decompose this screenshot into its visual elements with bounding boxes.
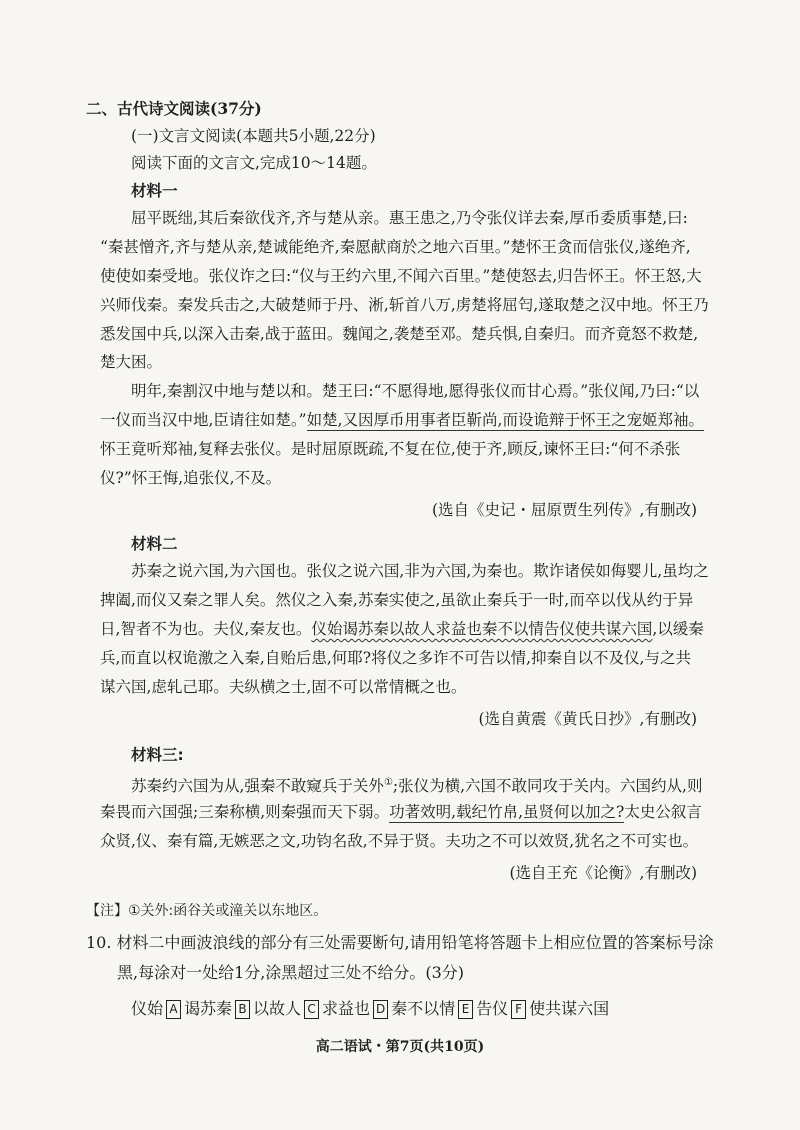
material-2-title: 材料二 <box>131 535 178 553</box>
text-segment: 谒苏秦 <box>184 999 233 1018</box>
question-10-line: 黑,每涂对一处给1分,涂黑超过三处不给分。(3分) <box>117 963 465 982</box>
text-segment: 以故人 <box>253 999 302 1018</box>
text-segment: 日,智者不为也。夫仪,秦友也。 <box>100 620 312 638</box>
text-segment: 太史公叙言 <box>624 803 702 821</box>
material-1-title: 材料一 <box>131 182 178 200</box>
text-segment: 告仪 <box>476 999 509 1018</box>
text-segment: 苏秦约六国为从,强秦不敢窥兵于关外 <box>131 777 384 795</box>
underlined-sentence: 功著效明,载纪竹帛,虽贤何以加之? <box>389 803 625 821</box>
material-1-line: 屈平既绌,其后秦欲伐齐,齐与楚从亲。惠王患之,乃令张仪详去秦,厚币委质事楚,曰: <box>131 209 688 227</box>
footnote: 【注】①关外:函谷关或潼关以东地区。 <box>86 903 328 919</box>
text-segment: ;张仪为横,六国不敢同攻于关内。六国约从,则 <box>392 777 703 795</box>
option-box-f[interactable]: F <box>511 1000 526 1019</box>
instruction: 阅读下面的文言文,完成10～14题。 <box>131 154 377 172</box>
material-3-title: 材料三: <box>131 746 184 764</box>
material-2-line <box>100 618 704 640</box>
footnote-marker: ① <box>383 777 393 788</box>
text-segment: 使共谋六国 <box>529 999 610 1018</box>
material-3-line <box>100 801 702 823</box>
material-3-source: (选自王充《论衡》,有删改) <box>509 864 697 882</box>
text-segment: 一仪而当汉中地,臣请往如楚。” <box>100 411 307 429</box>
material-1-line: 怀王竟听郑袖,复释去张仪。是时屈原既疏,不复在位,使于齐,顾反,谏怀王曰:“何不杀张 <box>100 440 681 458</box>
text-segment: 仪始 <box>131 999 164 1018</box>
material-3-line: 众贤,仪、秦有篇,无嫉恶之文,功钧名敌,不异于贤。夫功之不可以效贤,犹名之不可实也。 <box>100 832 699 850</box>
material-1-line: 兴师伐秦。秦发兵击之,大破楚师于丹、淅,斩首八万,虏楚将屈匄,遂取楚之汉中地。怀王乃 <box>100 296 709 314</box>
page-footer: 高二语试・第7页(共10页) <box>315 1039 485 1055</box>
material-2-line: 苏秦之说六国,为六国也。张仪之说六国,非为六国,为秦也。欺诈诸侯如侮婴儿,虽均之 <box>131 562 709 580</box>
material-1-line: 楚大困。 <box>100 353 163 371</box>
answer-option-row <box>131 998 609 1020</box>
option-box-c[interactable]: C <box>304 1000 319 1019</box>
material-1-line: 悉发国中兵,以深入击秦,战于蓝田。魏闻之,袭楚至邓。楚兵惧,自秦归。而齐竟怒不救楚, <box>100 325 699 343</box>
material-2-line: 捭阖,而仪又秦之罪人矣。然仪之入秦,苏秦实使之,虽欲止秦兵于一时,而卒以伐从约于异 <box>100 591 694 609</box>
option-box-a[interactable]: A <box>166 1000 181 1019</box>
material-1-line: 仪?”怀王悔,追张仪,不及。 <box>100 469 282 487</box>
option-box-d[interactable]: D <box>373 1000 388 1019</box>
material-1-line: 明年,秦割汉中地与楚以和。楚王曰:“不愿得地,愿得张仪而甘心焉。”张仪闻,乃曰:“以 <box>131 382 700 400</box>
underlined-sentence: 如楚,又因厚币用事者臣靳尚,而设诡辩于怀王之宠姬郑袖。 <box>306 411 704 429</box>
subsection-heading: (一)文言文阅读(本题共5小题,22分) <box>131 127 376 145</box>
material-3-line <box>131 772 702 797</box>
wavy-underlined-passage: 仪始谒苏秦以故人求益也秦不以情告仪使共谋六国 <box>311 620 653 638</box>
material-2-line: 兵,而直以权诡激之入秦,自贻后患,何耶?将仪之多诈不可告以情,抑秦自以不及仪,与之共 <box>100 649 691 667</box>
text-segment: ,以缓秦 <box>652 620 704 638</box>
material-1-source: (选自《史记・屈原贾生列传》,有删改) <box>431 501 697 519</box>
section-heading: 二、古代诗文阅读(37分) <box>86 99 262 118</box>
material-1-line: “秦甚憎齐,齐与楚从亲,楚诚能绝齐,秦愿献商於之地六百里。”楚怀王贪而信张仪,遂绝齐, <box>100 238 691 256</box>
text-segment: 求益也 <box>322 999 371 1018</box>
text-segment: 秦不以情 <box>391 999 456 1018</box>
material-2-source: (选自黄震《黄氏日抄》,有删改) <box>478 710 697 728</box>
material-1-line <box>100 409 704 431</box>
text-segment: 秦畏而六国强;三秦称横,则秦强而天下弱。 <box>100 803 390 821</box>
option-box-e[interactable]: E <box>458 1000 473 1019</box>
material-1-line: 使使如秦受地。张仪诈之曰:“仪与王约六里,不闻六百里。”楚使怒去,归告怀王。怀王怒,大 <box>100 267 702 285</box>
option-box-b[interactable]: B <box>235 1000 250 1019</box>
material-2-line: 谋六国,虑轧己耶。夫纵横之士,固不可以常情概之也。 <box>100 678 467 696</box>
question-10-line: 10. 材料二中画波浪线的部分有三处需要断句,请用铅笔将答题卡上相应位置的答案标号涂 <box>86 933 714 952</box>
